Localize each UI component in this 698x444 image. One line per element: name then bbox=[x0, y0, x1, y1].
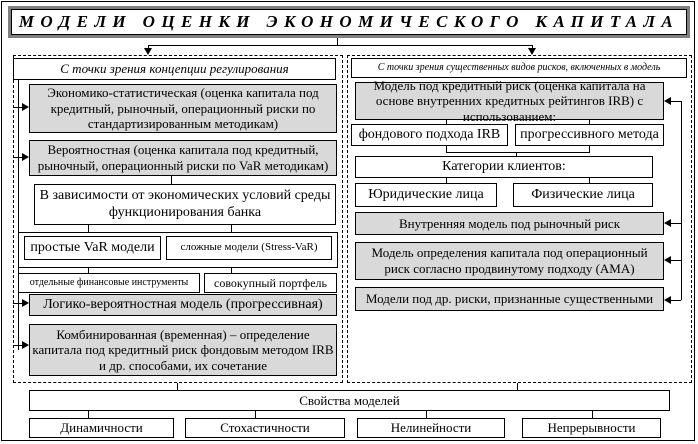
connector bbox=[171, 176, 172, 184]
arrow-right-icon bbox=[22, 153, 29, 161]
instruments-box: отдельные финансовые инструменты bbox=[18, 273, 200, 293]
individuals-box: Физические лица bbox=[513, 183, 653, 207]
arrow-right-icon bbox=[22, 341, 29, 349]
arrow-left-icon bbox=[664, 256, 671, 264]
right-header: С точки зрения существенных видов рисков, включенных в модель bbox=[351, 58, 687, 78]
property-dynamism: Динамичности bbox=[29, 418, 174, 438]
arrow-left-icon bbox=[664, 219, 671, 227]
advanced-method-box: прогрессивного метода bbox=[515, 124, 664, 146]
econ-stat-box: Экономико-статистическая (оценка капитала под кредитный, рыночный, операционный риски по стандартизированным методикам) bbox=[29, 84, 337, 133]
probabilistic-box: Вероятностная (оценка капитала под кредитный, рыночный, операционный риски по VaR методикам) bbox=[29, 140, 337, 176]
client-categories-box: Категории клиентов: bbox=[355, 156, 653, 178]
connector bbox=[670, 101, 681, 102]
connector bbox=[670, 300, 681, 301]
connector bbox=[18, 80, 19, 350]
simple-var-box: простые VaR модели bbox=[24, 236, 161, 260]
title-box bbox=[8, 6, 690, 38]
portfolio-box: совокупный портфель bbox=[204, 273, 337, 293]
property-continuity: Непрерывности bbox=[522, 418, 661, 438]
connector bbox=[148, 45, 532, 46]
connector bbox=[670, 260, 681, 261]
arrow-left-icon bbox=[664, 296, 671, 304]
arrow-left-icon bbox=[664, 97, 671, 105]
credit-risk-box: Модель под кредитный риск (оценка капитала на основе внутренних кредитных рейтингов IRB) с использованием: bbox=[355, 82, 664, 120]
foundation-irb-box: фондового подхода IRB bbox=[351, 124, 508, 146]
connector bbox=[446, 152, 590, 153]
property-stochasticity: Стохастичности bbox=[185, 418, 345, 438]
operational-risk-box: Модель определения капитала под операционный риск согласно продвинутому подходу (АМА) bbox=[355, 242, 664, 280]
arrow-right-icon bbox=[22, 299, 29, 307]
connector bbox=[337, 38, 338, 45]
conditions-box: В зависимости от экономических условий среды функционирования банка bbox=[34, 184, 336, 225]
legal-entities-box: Юридические лица bbox=[355, 183, 497, 207]
property-nonlinearity: Нелинейности bbox=[357, 418, 505, 438]
connector bbox=[681, 101, 682, 300]
arrow-down-icon bbox=[528, 48, 536, 55]
other-risks-box: Модели под др. риски, признанные существенными bbox=[355, 287, 664, 311]
connector bbox=[670, 223, 681, 224]
properties-header-box: Свойства моделей bbox=[29, 390, 670, 411]
left-header: С точки зрения концепции регулирования bbox=[13, 58, 336, 80]
arrow-right-icon bbox=[22, 103, 29, 111]
arrow-down-icon bbox=[144, 48, 152, 55]
complex-var-box: сложные модели (Stress-VaR) bbox=[166, 236, 332, 260]
combined-box: Комбинированная (временная) – определение капитала под кредитный риск фондовым методом IRB и др. способами, их сочетание bbox=[29, 324, 337, 376]
logic-prob-box: Логико-вероятностная модель (прогрессивная) bbox=[29, 294, 337, 316]
market-risk-box: Внутренняя модель под рыночный риск bbox=[355, 212, 664, 235]
diagram-title: МОДЕЛИ ОЦЕНКИ ЭКОНОМИЧЕСКОГО КАПИТАЛА bbox=[11, 9, 687, 35]
